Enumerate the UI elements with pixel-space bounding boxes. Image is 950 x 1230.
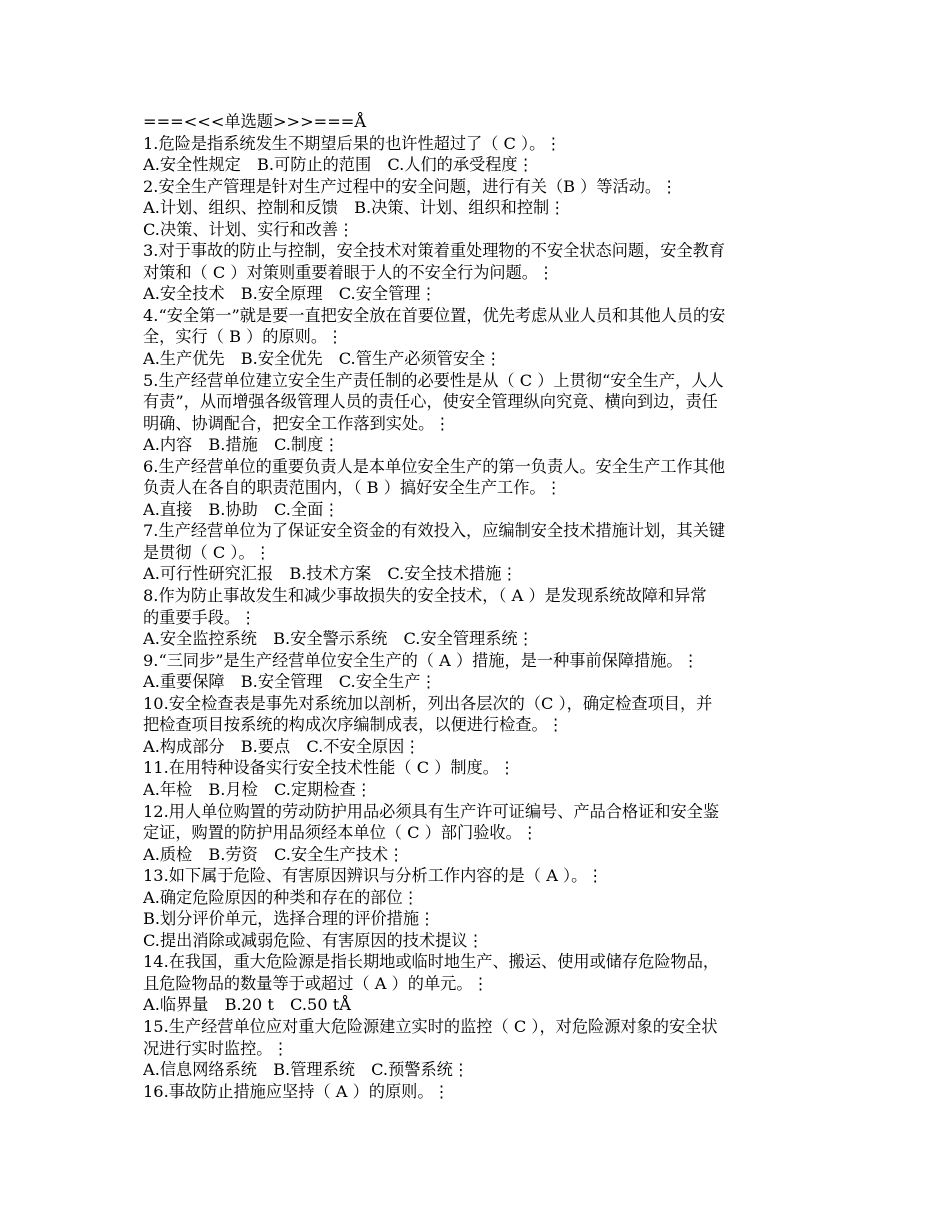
question-5-options: A.内容 B.措施 C.制度⋮ [143,435,340,455]
question-6-options: A.直接 B.协助 C.全面⋮ [143,499,340,519]
question-6: 6.生产经营单位的重要负责人是本单位安全生产的第一负责人。安全生产工作其他 [143,456,726,476]
question-1: 1.危险是指系统发生不期望后果的也许性超过了（ C ）。⋮ [143,133,562,153]
question-13-option-b: B.划分评价单元，选择合理的评价措施⋮ [143,909,436,929]
question-10-options: A.构成部分 B.要点 C.不安全原因⋮ [143,736,421,756]
question-8-cont: 的重要手段。⋮ [143,607,257,627]
question-10-cont: 把检查项目按系统的构成次序编制成表，以便进行检查。⋮ [143,715,564,735]
question-15-options: A.信息网络系统 B.管理系统 C.预警系统⋮ [143,1060,470,1080]
question-12: 12.用人单位购置的劳动防护用品必须具有生产许可证编号、产品合格证和安全鉴 [143,801,720,821]
question-4-options: A.生产优先 B.安全优先 C.管生产必须管安全⋮ [143,349,502,369]
question-7: 7.生产经营单位为了保证安全资金的有效投入，应编制安全技术措施计划，其关键 [143,521,726,541]
question-5-cont: 有责”，从而增强各级管理人员的责任心，使安全管理纵向究竟、横向到边，责任 [143,392,718,412]
question-3-cont: 对策和（ C ）对策则重要着眼于人的不安全行为问题。⋮ [143,262,555,282]
question-8-options: A.安全监控系统 B.安全警示系统 C.安全管理系统⋮ [143,629,534,649]
question-11: 11.在用特种设备实行安全技术性能（ C ）制度。⋮ [143,758,516,778]
question-13: 13.如下属于危险、有害原因辨识与分析工作内容的是（ A ）。⋮ [143,866,604,886]
question-15: 15.生产经营单位应对重大危险源建立实时的监控（ C ），对危险源对象的安全状 [143,1016,718,1036]
question-4: 4.“安全第一”就是要一直把安全放在首要位置，优先考虑从业人员和其他人员的安 [143,305,726,325]
question-11-options: A.年检 B.月检 C.定期检查⋮ [143,779,372,799]
question-9: 9.“三同步”是生产经营单位安全生产的（ A ）措施，是一种事前保障措施。⋮ [143,650,699,670]
question-14-cont: 且危险物品的数量等于或超过（ A ）的单元。⋮ [143,973,489,993]
question-6-cont: 负责人在各自的职责范围内，（ B ）搞好安全生产工作。⋮ [143,478,562,498]
question-7-options: A.可行性研究汇报 B.技术方案 C.安全技术措施⋮ [143,564,518,584]
question-4-cont: 全，实行（ B ）的原则。⋮ [143,327,344,347]
question-9-options: A.重要保障 B.安全管理 C.安全生产⋮ [143,672,437,692]
section-heading: ===<<<单选题>>>===Å [143,112,367,131]
question-15-cont: 况进行实时监控。⋮ [143,1038,289,1058]
question-2-options-cont: C.决策、计划、实行和改善⋮ [143,219,355,239]
question-14-options: A.临界量 B.20 t C.50 tÅ [143,995,351,1015]
question-3-options: A.安全技术 B.安全原理 C.安全管理⋮ [143,284,437,304]
question-7-cont: 是贯彻（ C ）。⋮ [143,542,271,562]
question-16: 16.事故防止措施应坚持（ A ）的原则。⋮ [143,1081,450,1101]
question-1-options: A.安全性规定 B.可防止的范围 C.人们的承受程度⋮ [143,155,534,175]
document-page [143,111,809,1102]
question-13-option-c: C.提出消除或减弱危险、有害原因的技术提议⋮ [143,930,484,950]
question-14: 14.在我国，重大危险源是指长期地或临时地生产、搬运、使用或储存危险物品， [143,952,720,972]
question-13-option-a: A.确定危险原因的种类和存在的部位⋮ [143,887,419,907]
question-12-options: A.质检 B.劳资 C.安全生产技术⋮ [143,844,405,864]
question-5: 5.生产经营单位建立安全生产责任制的必要性是从（ C ）上贯彻“安全生产，人人 [143,370,724,390]
question-2-options: A.计划、组织、控制和反馈 B.决策、计划、组织和控制⋮ [143,198,566,218]
question-2: 2.安全生产管理是针对生产过程中的安全问题，进行有关（B ）等活动。⋮ [143,176,678,196]
question-10: 10.安全检查表是事先对系统加以剖析，列出各层次的（C ），确定检查项目，并 [143,693,713,713]
question-8: 8.作为防止事故发生和减少事故损失的安全技术，（ A ）是发现系统故障和异常 [143,586,707,606]
question-12-cont: 定证，购置的防护用品须经本单位（ C ）部门验收。⋮ [143,823,538,843]
question-3: 3.对于事故的防止与控制，安全技术对策着重处理物的不安全状态问题，安全教育 [143,241,726,261]
question-5-cont-2: 明确、协调配合，把安全工作落到实处。⋮ [143,413,451,433]
